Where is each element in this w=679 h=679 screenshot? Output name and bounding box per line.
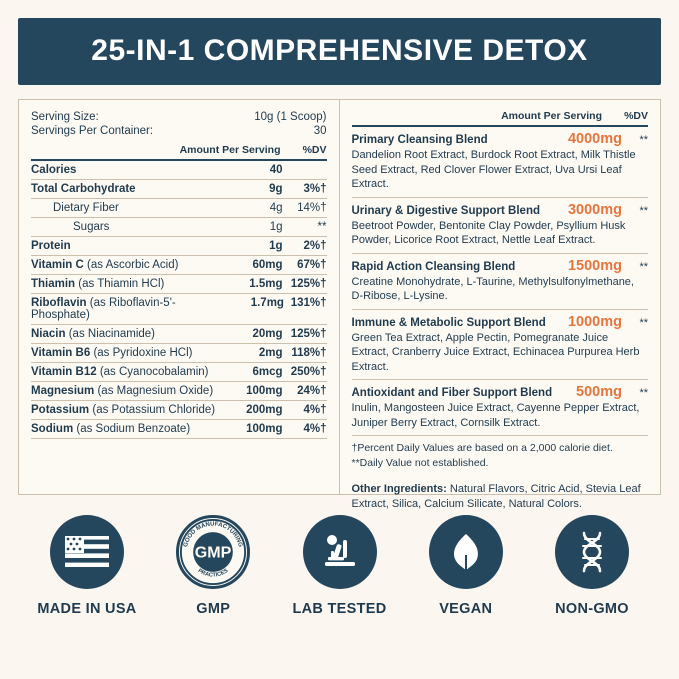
product-title-banner bbox=[18, 18, 661, 85]
servings-per-container-row bbox=[31, 124, 327, 138]
blend-row bbox=[352, 198, 649, 254]
blend-ingredients: Beetroot Powder, Bentonite Clay Powder, Psyllium Husk Powder, Licorice Root Extract, Nettle Leaf Extract. bbox=[351, 219, 626, 247]
nutrient-row bbox=[31, 275, 327, 294]
serving-size-value: 10g (1 Scoop) bbox=[254, 111, 327, 123]
nutrient-daily-value: 118%† bbox=[291, 347, 327, 359]
nutrient-label: Protein bbox=[31, 240, 71, 252]
page-title: 25-IN-1 COMPREHENSIVE DETOX bbox=[91, 34, 588, 67]
certification-badges bbox=[18, 515, 661, 617]
nutrient-source: (as Riboflavin-5'-Phosphate) bbox=[31, 297, 176, 321]
blend-row bbox=[352, 127, 649, 198]
serving-size-label: Serving Size: bbox=[31, 111, 99, 123]
leaf-icon bbox=[429, 515, 503, 589]
nutrient-name bbox=[31, 404, 225, 416]
left-column-headers bbox=[31, 144, 327, 161]
badge-lab-tested bbox=[285, 515, 395, 617]
blend-amount: 4000mg bbox=[567, 131, 622, 147]
nutrient-name bbox=[31, 183, 225, 195]
nutrient-daily-value: 250%† bbox=[290, 366, 327, 378]
nutrient-amount: 1.7mg bbox=[250, 297, 284, 309]
blend-daily-value: ** bbox=[639, 134, 648, 146]
nutrient-amount: 20mg bbox=[252, 328, 283, 340]
nutrient-daily-value: 125%† bbox=[290, 278, 327, 290]
blend-amount: 1500mg bbox=[567, 257, 622, 274]
nutrient-row bbox=[31, 161, 327, 180]
nutrient-label: Sodium bbox=[31, 423, 74, 435]
nutrient-row bbox=[31, 237, 327, 256]
blend-amount: 1000mg bbox=[567, 313, 622, 330]
badge-label: GMP bbox=[196, 601, 231, 617]
nutrient-row bbox=[31, 401, 327, 420]
blend-header bbox=[352, 254, 649, 274]
nutrient-label: Potassium bbox=[31, 404, 90, 416]
servings-per-container-label: Servings Per Container: bbox=[31, 125, 154, 137]
nutrient-amount: 200mg bbox=[246, 404, 283, 416]
blend-header bbox=[352, 127, 649, 147]
nutrient-amount: 100mg bbox=[246, 385, 283, 397]
nutrient-label: Total Carbohydrate bbox=[31, 183, 136, 195]
amount-per-serving-header: Amount Per Serving bbox=[179, 144, 281, 156]
blend-daily-value: ** bbox=[639, 316, 648, 329]
nutrient-source: (as Thiamin HCl) bbox=[78, 278, 165, 290]
badge-non-gmo bbox=[537, 515, 647, 617]
nutrient-amount: 1g bbox=[269, 240, 283, 252]
nutrient-daily-value: 4%† bbox=[303, 423, 327, 435]
nutrient-amount: 1.5mg bbox=[249, 278, 283, 290]
nutrient-name bbox=[31, 423, 225, 435]
blend-column bbox=[340, 100, 661, 511]
blend-name: Immune & Metabolic Support Blend bbox=[351, 316, 546, 329]
nutrient-name bbox=[31, 202, 225, 214]
nutrient-source: (as Sodium Benzoate) bbox=[76, 423, 191, 435]
nutrient-rows bbox=[31, 161, 327, 439]
nutrient-row bbox=[31, 256, 327, 275]
badge-label: LAB TESTED bbox=[292, 601, 387, 617]
nutrient-label: Niacin bbox=[31, 328, 66, 340]
other-ingredients-value: Natural Flavors, Citric Acid, Stevia Leaf Extract, Silica, Calcium Silicate, Natural Colors. bbox=[351, 482, 641, 511]
nutrient-daily-value: 24%† bbox=[297, 385, 327, 397]
nutrient-name bbox=[31, 328, 225, 340]
nutrient-row bbox=[31, 325, 327, 344]
nutrient-source: (as Ascorbic Acid) bbox=[87, 259, 179, 271]
amount-per-serving-header-right: Amount Per Serving bbox=[501, 110, 602, 122]
nutrient-source: (as Cyanocobalamin) bbox=[99, 366, 209, 378]
dna-icon bbox=[555, 515, 629, 589]
badge-vegan bbox=[411, 515, 521, 617]
blend-name: Antioxidant and Fiber Support Blend bbox=[351, 387, 553, 400]
blend-name: Rapid Action Cleansing Blend bbox=[351, 260, 516, 273]
blend-row bbox=[352, 380, 649, 436]
nutrient-row bbox=[31, 420, 327, 439]
servings-per-container-value: 30 bbox=[313, 125, 327, 137]
nutrient-amount: 60mg bbox=[252, 259, 283, 271]
nutrient-row bbox=[31, 344, 327, 363]
svg-text:GMP: GMP bbox=[194, 543, 232, 562]
other-ingredients-label: Other Ingredients: bbox=[351, 482, 447, 495]
nutrient-source: (as Niacinamide) bbox=[68, 328, 155, 340]
blend-daily-value: ** bbox=[639, 387, 648, 400]
nutrient-daily-value: 2%† bbox=[303, 240, 327, 252]
nutrient-name bbox=[31, 221, 225, 233]
blend-ingredients: Dandelion Root Extract, Burdock Root Extract, Milk Thistle Seed Extract, Red Clover Flower Extract, Uva Ursi Leaf Extract. bbox=[351, 149, 636, 191]
nutrient-row bbox=[31, 382, 327, 401]
spacer bbox=[31, 144, 163, 156]
nutrient-label: Vitamin B6 bbox=[31, 347, 91, 359]
dv-header: %DV bbox=[302, 144, 327, 156]
badge-label: MADE IN USA bbox=[37, 601, 137, 617]
other-ingredients bbox=[352, 472, 649, 513]
supplement-facts-panel bbox=[18, 99, 661, 511]
nutrient-name bbox=[31, 278, 225, 290]
nutrient-column bbox=[19, 100, 340, 494]
blend-ingredients: Inulin, Mangosteen Juice Extract, Cayenne Pepper Extract, Juniper Berry Extract, Cornsilk Extract. bbox=[351, 402, 640, 429]
nutrient-row bbox=[31, 218, 327, 237]
blend-row bbox=[352, 310, 649, 381]
right-column-headers bbox=[352, 110, 649, 127]
nutrient-name bbox=[31, 347, 225, 359]
blend-daily-value: ** bbox=[639, 260, 648, 273]
nutrient-row bbox=[31, 199, 327, 218]
nutrient-name bbox=[31, 164, 225, 176]
footnote-dv-not-established: **Daily Value not established. bbox=[351, 457, 489, 470]
nutrient-amount: 1g bbox=[269, 221, 283, 233]
us-flag-icon bbox=[50, 515, 124, 589]
blend-ingredients: Creatine Monohydrate, L-Taurine, Methylsulfonylmethane, D-Ribose, L-Lysine. bbox=[351, 275, 634, 303]
nutrient-name bbox=[31, 385, 225, 397]
nutrient-label: Dietary Fiber bbox=[53, 202, 119, 214]
nutrient-name bbox=[31, 240, 225, 252]
microscope-icon bbox=[303, 515, 377, 589]
nutrient-name bbox=[31, 297, 228, 321]
nutrient-daily-value: 125%† bbox=[290, 328, 327, 340]
badge-label: VEGAN bbox=[439, 601, 493, 617]
nutrient-label: Sugars bbox=[73, 221, 110, 233]
blend-ingredients: Green Tea Extract, Apple Pectin, Pomegranate Juice Extract, Cranberry Juice Extract, Echinacea Purpurea Herb Extract. bbox=[351, 331, 640, 373]
dv-header-right: %DV bbox=[624, 110, 648, 122]
blend-header bbox=[352, 310, 649, 330]
serving-size-row bbox=[31, 110, 327, 124]
nutrient-amount: 9g bbox=[269, 183, 283, 195]
nutrient-amount: 6mcg bbox=[252, 366, 283, 378]
badge-made-in-usa bbox=[32, 515, 142, 617]
nutrient-daily-value: 4%† bbox=[303, 404, 327, 416]
badge-gmp bbox=[158, 515, 268, 617]
nutrient-row bbox=[31, 294, 327, 325]
footnote-daily-value: †Percent Daily Values are based on a 2,000 calorie diet. bbox=[351, 442, 613, 455]
nutrient-daily-value: ** bbox=[317, 221, 327, 233]
blend-name: Urinary & Digestive Support Blend bbox=[351, 204, 541, 217]
spacer bbox=[352, 110, 502, 122]
nutrient-label: Magnesium bbox=[31, 385, 95, 397]
blend-row bbox=[352, 254, 649, 310]
nutrient-label: Calories bbox=[31, 164, 77, 176]
blend-amount: 500mg bbox=[576, 384, 622, 401]
nutrient-source: (as Magnesium Oxide) bbox=[97, 385, 214, 397]
blend-header bbox=[352, 380, 649, 400]
nutrient-amount: 4g bbox=[269, 202, 283, 214]
nutrient-name bbox=[31, 259, 225, 271]
nutrient-daily-value: 14%† bbox=[297, 202, 327, 214]
nutrient-row bbox=[31, 363, 327, 382]
nutrient-name bbox=[31, 366, 225, 378]
blend-daily-value: ** bbox=[639, 204, 648, 217]
nutrient-label: Vitamin B12 bbox=[31, 366, 97, 378]
nutrient-label: Thiamin bbox=[31, 278, 76, 290]
footnotes bbox=[352, 436, 649, 471]
blend-header bbox=[352, 198, 649, 218]
nutrient-label: Vitamin C bbox=[31, 259, 84, 271]
badge-label: NON-GMO bbox=[555, 601, 629, 617]
nutrient-amount: 40 bbox=[269, 164, 283, 176]
blend-name: Primary Cleansing Blend bbox=[351, 134, 488, 146]
blend-amount: 3000mg bbox=[567, 201, 622, 218]
nutrient-label: Riboflavin bbox=[31, 297, 87, 309]
nutrient-daily-value: 131%† bbox=[290, 297, 327, 309]
nutrient-daily-value: 3%† bbox=[303, 183, 327, 195]
nutrient-source: (as Pyridoxine HCl) bbox=[93, 347, 193, 359]
gmp-seal-icon bbox=[176, 515, 250, 589]
nutrient-daily-value: 67%† bbox=[297, 259, 327, 271]
nutrient-source: (as Potassium Chloride) bbox=[92, 404, 216, 416]
blend-rows bbox=[352, 127, 649, 436]
nutrient-row bbox=[31, 180, 327, 199]
svg-text:PRACTICES: PRACTICES bbox=[196, 568, 230, 579]
nutrient-amount: 100mg bbox=[246, 423, 283, 435]
svg-text:GOOD MANUFACTURING: GOOD MANUFACTURING bbox=[183, 521, 244, 548]
nutrient-amount: 2mg bbox=[258, 347, 283, 359]
